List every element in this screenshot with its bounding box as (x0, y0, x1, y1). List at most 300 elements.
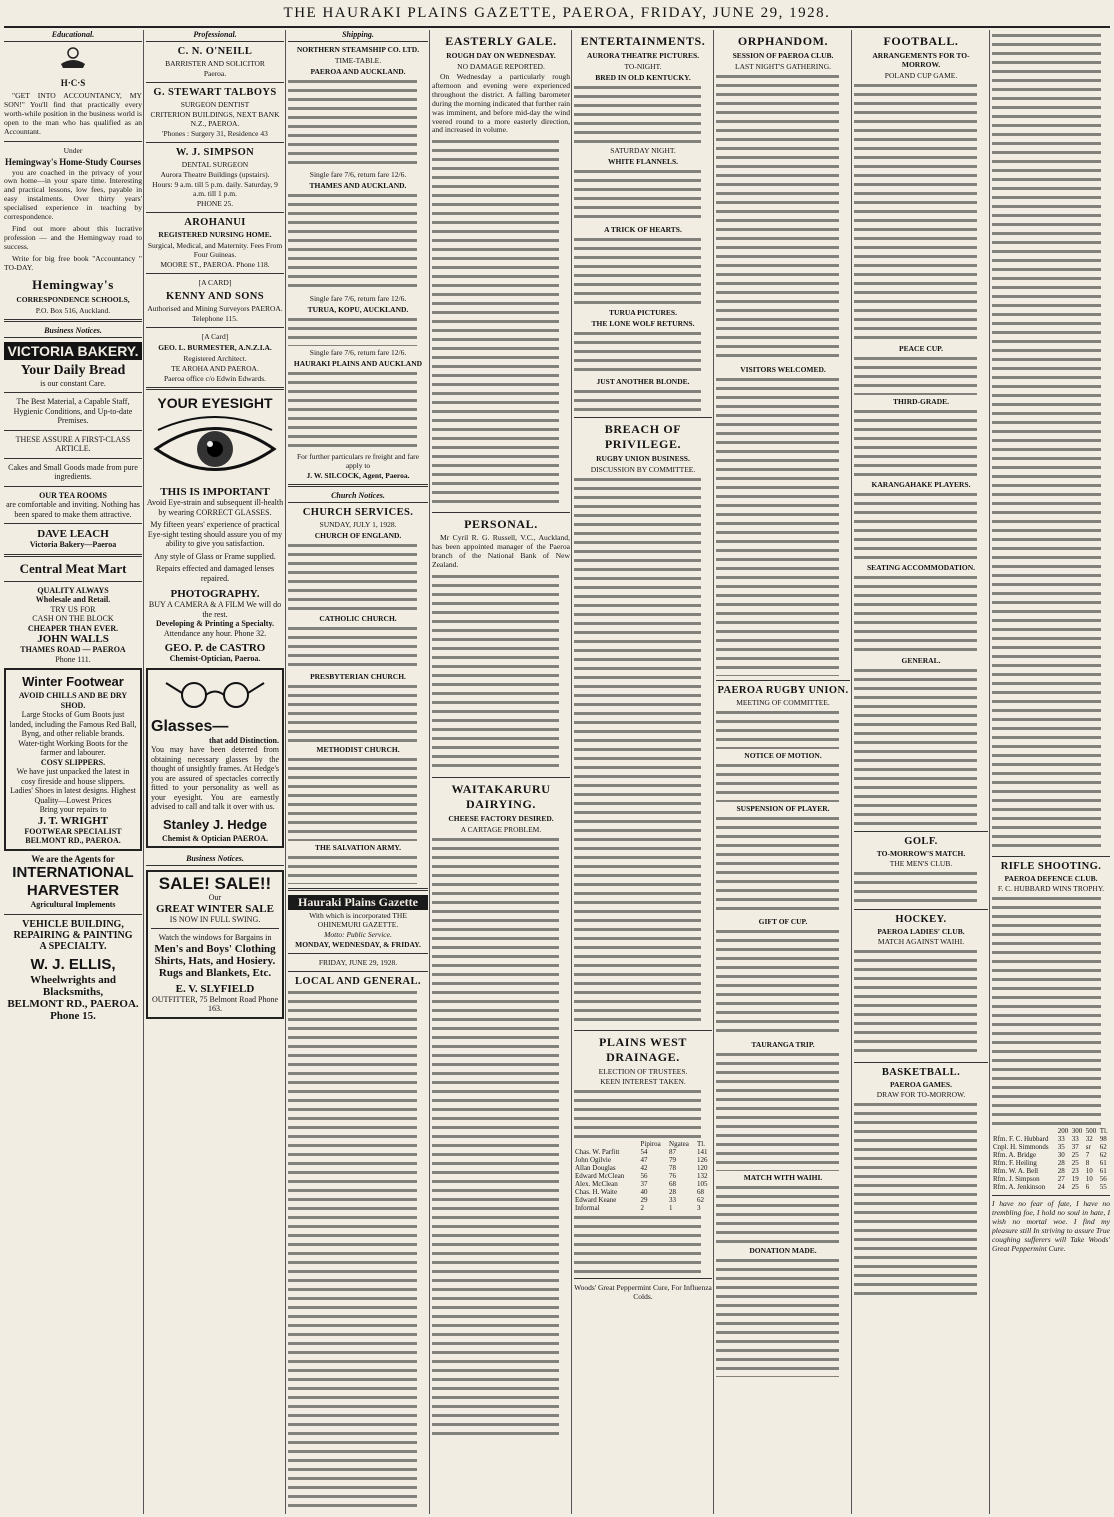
agents-for: We are the Agents for (31, 853, 115, 864)
timetable-text (288, 316, 428, 346)
attendance: Attendance any hour. Phone 32. (163, 628, 267, 638)
article-text (992, 895, 1110, 1125)
article-text (854, 574, 988, 654)
table-cell: 6 (1085, 1183, 1090, 1191)
article-text (432, 573, 570, 773)
headline: PAEROA RUGBY UNION. (717, 685, 849, 696)
article-text (574, 1088, 712, 1138)
article-text (716, 1184, 850, 1244)
subheading: WHITE FLANNELS. (607, 157, 679, 166)
this-is-important: THIS IS IMPORTANT (160, 486, 270, 498)
table-cell: 28 (1057, 1167, 1065, 1175)
table-cell: 37 (1071, 1143, 1079, 1151)
subheading: MATCH AGAINST WAIHI. (877, 937, 965, 946)
avoid-strain: Avoid Eye-strain and subsequent ill-health by wearing CORRECT GLASSES. (146, 498, 284, 517)
talboys-phone: 'Phones : Surgery 31, Residence 43 (162, 129, 268, 138)
table-cell: Chas. H. Waite (575, 1188, 618, 1196)
table-cell: 8 (1085, 1159, 1090, 1167)
avoid-chills: AVOID CHILLS AND BE DRY SHOD. (18, 691, 128, 710)
wright-address: BELMONT RD., PAEROA. (25, 836, 121, 845)
headline: GOLF. (904, 836, 938, 847)
church-heading: METHODIST CHURCH. (316, 745, 400, 754)
table-cell: 28 (669, 1188, 677, 1196)
lamp-icon (53, 46, 93, 76)
nursing-address: MOORE ST., PAEROA. Phone 118. (160, 260, 270, 269)
your-eyesight: YOUR EYESIGHT (157, 395, 273, 411)
table-cell: 40 (640, 1188, 648, 1196)
masthead: THE HAURAKI PLAINS GAZETTE, PAEROA, FRIDAY, JUNE 29, 1928. (283, 5, 831, 21)
woods-ad: Woods' Great Peppermint Cure, For Influenza Colds. (574, 1283, 712, 1301)
simpson-address: Aurora Theatre Buildings (upstairs). (160, 170, 270, 179)
daily-bread: Your Daily Bread (20, 362, 126, 378)
timetable-text (288, 370, 428, 450)
article-text (574, 388, 712, 413)
buy-camera: BUY A CAMERA & A FILM We will do the rest. (148, 600, 282, 619)
table-cell: 37 (640, 1180, 648, 1188)
arohanui-name: AROHANUI (184, 217, 246, 228)
de-castro-sub: Chemist-Optician, Paeroa. (169, 654, 261, 663)
table-row (992, 1135, 1110, 1143)
table-cell: 25 (1071, 1151, 1079, 1159)
glasses-heading: Glasses— (151, 717, 229, 735)
nursing-sub: Surgical, Medical, and Maternity. Fees From Four Guineas. (147, 241, 283, 259)
column-rule (989, 30, 990, 1514)
subheading: THIRD-GRADE. (892, 397, 950, 406)
fare-text: Single fare 7/6, return fare 12/6. (309, 348, 407, 357)
ellis-address: BELMONT RD., PAEROA. (7, 997, 139, 1010)
glasses-sub: that add Distinction. (208, 735, 279, 745)
subheading: ELECTION OF TRUSTEES. (598, 1067, 688, 1076)
mens-clothing: Men's and Boys' Clothing Shirts, Hats, and Hosiery. (154, 942, 276, 967)
subheading: PAEROA LADIES' CLUB. (877, 927, 965, 936)
column-8 (992, 30, 1110, 1514)
burmester-office: Paeroa office c/o Edwin Edwards. (163, 374, 267, 383)
international: INTERNATIONAL (12, 864, 134, 881)
table-header-cell: 500 (1085, 1127, 1097, 1135)
table-cell: 25 (1071, 1183, 1079, 1191)
hemingways-name: Hemingway's (32, 276, 114, 292)
best-material: The Best Material, a Capable Staff, Hygienic Conditions, and Up-to-date Premises. (13, 397, 133, 425)
subheading: KEEN INTEREST TAKEN. (600, 1077, 686, 1086)
table-cell: 68 (669, 1180, 677, 1188)
card-label: [A Card] (201, 332, 229, 341)
column-rule (429, 30, 430, 1514)
company-name: NORTHERN STEAMSHIP CO. LTD. (296, 45, 420, 54)
hedge-ad (146, 668, 284, 849)
table-header-row (992, 1127, 1110, 1135)
table-header-cell: Pipiroa (640, 1140, 661, 1148)
column-rule (851, 30, 852, 1514)
service-text (288, 625, 428, 670)
table-cell: 33 (1071, 1135, 1079, 1143)
gazette-title: Hauraki Plains Gazette (288, 895, 428, 910)
article-text (716, 1257, 850, 1377)
simpson-hours: Hours: 9 a.m. till 5 p.m. daily. Saturday, 9 a.m. till 1 p.m. (152, 180, 278, 198)
working-boots: Water-tight Working Boots for the farmer and labourer. (18, 738, 128, 757)
church-notices: Church Notices. (288, 491, 428, 503)
service-text (288, 854, 428, 884)
table-cell: Rfm. A. Bridge (993, 1151, 1037, 1159)
table-header-cell (574, 1140, 640, 1148)
table-cell: 126 (696, 1156, 708, 1164)
silcock-agent: J. W. SILCOCK, Agent, Paeroa. (306, 471, 410, 480)
table-cell: 2 (640, 1204, 645, 1212)
table-row (992, 1167, 1110, 1175)
timetable: TIME-TABLE. (334, 56, 382, 65)
quality-always: QUALITY ALWAYS (37, 585, 109, 595)
our-label: Our (208, 893, 222, 902)
wj-ellis: W. J. ELLIS, (30, 955, 116, 973)
table-row (574, 1172, 712, 1180)
article-text (854, 491, 988, 561)
route-heading: PAEROA AND AUCKLAND. (310, 67, 406, 76)
table-cell: 61 (1099, 1167, 1107, 1175)
dave-leach: DAVE LEACH (37, 528, 109, 540)
fare-text: Single fare 7/6, return fare 12/6. (309, 294, 407, 303)
article-text (854, 870, 988, 905)
subheading: DRAW FOR TO-MORROW. (876, 1090, 966, 1099)
subheading: DISCUSSION BY COMMITTEE. (590, 465, 696, 474)
burmester-name: GEO. L. BURMESTER, A.N.Z.I.A. (158, 343, 272, 352)
church-heading: PRESBYTERIAN CHURCH. (310, 672, 406, 681)
watch-windows: Watch the windows for Bargains in (158, 933, 272, 942)
column-1 (4, 30, 142, 1514)
headline: PLAINS WEST DRAINAGE. (598, 1035, 688, 1064)
subheading: A CARTAGE PROBLEM. (460, 824, 542, 834)
repairing-painting: REPAIRING & PAINTING (13, 929, 133, 941)
kenny-sub: Authorised and Mining Surveyors PAEROA. (147, 304, 283, 313)
table-header-cell: Tl. (1099, 1127, 1108, 1135)
table-row (992, 1183, 1110, 1191)
kenny-phone: Telephone 115. (192, 314, 238, 323)
course-name: Hemingway's Home-Study Courses (4, 156, 141, 167)
column-4 (432, 30, 570, 1514)
subheading: VISITORS WELCOMED. (740, 365, 826, 374)
subheading: ARRANGEMENTS FOR TO-MORROW. (872, 51, 970, 69)
subheading: CHEESE FACTORY DESIRED. (448, 813, 554, 823)
talboys-sub: SURGEON DENTIST (180, 100, 250, 109)
ellis-ad (4, 855, 142, 1022)
tea-text: are comfortable and inviting. Nothing has been spared to make them attractive. (6, 500, 140, 519)
article-lead: On Wednesday a particularly rough afternoon and evening were experienced throughout the district. A falling barometer during the morning indicated that further rain was imminent, and before mid-day the wind veered round to a more easterly direction, and increased in volume. (432, 72, 570, 135)
table-cell: 33 (1057, 1135, 1065, 1143)
schools-address: P.O. Box 516, Auckland. (35, 305, 111, 315)
subheading: KARANGAHAKE PLAYERS. (871, 480, 971, 489)
headline: ORPHANDOM. (737, 34, 829, 48)
further-particulars: For further particulars re freight and fare apply to (296, 452, 420, 470)
column-rule (143, 30, 144, 1514)
subheading: TAURANGA TRIP. (751, 1040, 815, 1049)
harvester: HARVESTER (26, 882, 120, 899)
section-heading: Professional. (146, 30, 284, 42)
table-cell: 47 (640, 1156, 648, 1164)
table-cell: 32 (1085, 1135, 1093, 1143)
table-cell: 25 (1071, 1159, 1079, 1167)
table-row (574, 1196, 712, 1204)
article-text (432, 138, 570, 508)
oneill-town: Paeroa. (203, 69, 227, 78)
article-text (992, 32, 1110, 852)
write-text: Write for big free book "Accountancy " TO-DAY. (4, 253, 142, 272)
church-heading: CHURCH OF ENGLAND. (314, 531, 402, 540)
table-row (992, 1143, 1110, 1151)
gazette-days: MONDAY, WEDNESDAY, & FRIDAY. (295, 940, 421, 949)
timetable-text (288, 78, 428, 168)
service-text (288, 756, 428, 841)
eye-icon (152, 416, 278, 482)
cosy-text: We have just unpacked the latest in cosy fireside and house slippers. Ladies' Shoes in latest designs. Highest Quality—Lowest Prices (10, 767, 136, 805)
bring-repairs: Bring your repairs to (39, 805, 107, 814)
table-cell: 87 (669, 1148, 677, 1156)
article-text (574, 1214, 712, 1274)
hcs-letters: H·C·S (60, 78, 86, 88)
church-services: CHURCH SERVICES. (302, 507, 414, 518)
subheading: F. C. HUBBARD WINS TROPHY. (997, 884, 1105, 893)
subheading: JUST ANOTHER BLONDE. (596, 377, 690, 386)
headline: HOCKEY. (895, 914, 947, 925)
talboys-address: CRITERION BUILDINGS, NEXT BANK N.Z., PAEROA. (150, 110, 280, 128)
table-row (574, 1180, 712, 1188)
cosy-slippers: COSY SLIPPERS. (40, 757, 106, 767)
under-label: Under (63, 145, 83, 155)
table-cell: Informal (575, 1204, 600, 1212)
repairs-effected: Repairs effected and damaged lenses repaired. (155, 564, 275, 583)
subheading: THE LONE WOLF RETURNS. (591, 319, 695, 328)
cakes-text: Cakes and Small Goods made from pure ingredients. (8, 462, 138, 481)
meat-mart-ad (4, 561, 142, 665)
table-cell: Rfm. F. C. Hubbard (993, 1135, 1049, 1143)
article-text (854, 1101, 988, 1301)
burmester-sub: Registered Architect. (183, 354, 247, 363)
table-cell: 105 (696, 1180, 708, 1188)
subheading: NO DAMAGE REPORTED. (457, 62, 545, 71)
hcs-logo (4, 46, 142, 88)
article-text (716, 376, 850, 676)
article-text (716, 73, 850, 363)
table-header-cell: Ngatea (669, 1140, 689, 1148)
headline: BREACH OF PRIVILEGE. (604, 422, 682, 451)
table-cell: 56 (640, 1172, 648, 1180)
subheading: AURORA THEATRE PICTURES. (586, 51, 700, 60)
developing: Developing & Printing a Specialty. (156, 619, 274, 628)
subheading: RUGBY UNION BUSINESS. (596, 454, 690, 463)
glasses-text: You may have been deterred from obtaining necessary glasses by the thought of unsightly frames. At Hedge's you are assured of spectacles correctly fitted to your personality as well as your eyesight. You are earnestly advised to call and talk it over with us. (151, 745, 279, 811)
winter-footwear-ad (4, 668, 142, 851)
walls-phone: Phone 111. (55, 654, 91, 664)
column-2 (146, 30, 284, 1514)
subheading: DONATION MADE. (749, 1246, 817, 1255)
article-text (574, 330, 712, 375)
headline: ENTERTAINMENTS. (580, 34, 706, 48)
simpson-sub: DENTAL SURGEON (181, 160, 249, 169)
table-cell: 33 (669, 1196, 677, 1204)
table-cell: 7 (1085, 1151, 1090, 1159)
peppermint-poem: I have no fear of fate, I have no trembling foe, I hold no soul in hate, I wish no mortal woe. I find my pleasure still In striving to assure True coughing sufferers will Take Woods' Great Peppermint Cure. (992, 1199, 1110, 1253)
subheading: PEACE CUP. (899, 344, 943, 353)
headline: WAITAKARURU DAIRYING. (451, 781, 551, 811)
local-general: LOCAL AND GENERAL. (295, 976, 421, 987)
table-cell: 120 (696, 1164, 708, 1172)
article-text (574, 476, 712, 1026)
table-row (574, 1164, 712, 1172)
table-cell: Alex. McClean (575, 1180, 618, 1188)
victoria-bakery-ad (4, 342, 142, 550)
timetable-text (288, 192, 428, 292)
specialty: A SPECIALTY. (39, 940, 107, 952)
subheading: TO-NIGHT. (624, 62, 662, 71)
oneill-name: C. N. O'NEILL (177, 46, 253, 57)
subheading: SESSION OF PAEROA CLUB. (732, 51, 834, 60)
table-cell: 30 (1057, 1151, 1065, 1159)
gum-boots: Large Stocks of Gum Boots just landed, including the Famous Red Ball, Byng, and other reliable brands. (9, 710, 137, 738)
table-cell: Rfm. A. Jenkinson (993, 1183, 1046, 1191)
schools-sub: CORRESPONDENCE SCHOOLS, (16, 294, 130, 304)
table-cell: 62 (1099, 1143, 1107, 1151)
subheading: MATCH WITH WAIHI. (743, 1173, 823, 1182)
gazette-date: FRIDAY, JUNE 29, 1928. (318, 958, 398, 967)
table-cell: 1 (669, 1204, 673, 1212)
table-cell: Cnpl. H. Simmonds (993, 1143, 1049, 1151)
article-text (854, 667, 988, 827)
table-cell: 62 (696, 1196, 704, 1204)
route-heading: TURUA, KOPU, AUCKLAND. (307, 305, 409, 314)
winter-footwear: Winter Footwear (22, 674, 124, 689)
column-3 (288, 30, 428, 1514)
column-6 (716, 30, 850, 1514)
business-heading: Business Notices. (4, 326, 142, 338)
rugs-blankets: Rugs and Blankets, Etc. (158, 966, 272, 979)
talboys-name: G. STEWART TALBOYS (153, 87, 277, 98)
eyesight-ad (146, 394, 284, 664)
table-cell: 3 (696, 1204, 701, 1212)
table-cell: John Ogilvie (575, 1156, 611, 1164)
article-text (716, 709, 850, 749)
subheading: SATURDAY NIGHT. (610, 146, 676, 155)
article-text (574, 84, 712, 144)
subheading: LAST NIGHT'S GATHERING. (734, 62, 831, 71)
article-text (854, 948, 988, 1058)
headline: BASKETBALL. (881, 1067, 961, 1078)
gazette-incorporated: With which is incorporated THE OHINEMURI GAZETTE. (309, 911, 407, 929)
table-cell: 10 (1085, 1167, 1093, 1175)
table-cell: 29 (640, 1196, 648, 1204)
table-cell: 19 (1071, 1175, 1079, 1183)
john-walls: JOHN WALLS (37, 633, 109, 645)
table-cell: Rfm. F. Heiling (993, 1159, 1037, 1167)
sunday-date: SUNDAY, JULY 1, 1928. (319, 520, 397, 529)
article-text (574, 236, 712, 306)
cash-block: CASH ON THE BLOCK (32, 614, 114, 623)
article-text (574, 168, 712, 223)
route-heading: THAMES AND AUCKLAND. (309, 181, 407, 190)
footwear-specialist: FOOTWEAR SPECIALIST (24, 826, 122, 836)
subheading: ROUGH DAY ON WEDNESDAY. (446, 51, 556, 60)
headline: EASTERLY GALE. (445, 34, 557, 48)
eyeglasses-icon (160, 673, 270, 713)
table-cell: Rfm. W. A. Bell (993, 1167, 1039, 1175)
article-text (288, 989, 428, 1509)
kenny-name: KENNY AND SONS (166, 291, 264, 302)
church-heading: CATHOLIC CHURCH. (319, 614, 397, 623)
subheading: SEATING ACCOMMODATION. (866, 563, 976, 572)
nursing-home: REGISTERED NURSING HOME. (158, 230, 272, 239)
route-heading: HAURAKI PLAINS AND AUCKLAND (293, 359, 423, 368)
table-cell: 62 (1099, 1151, 1107, 1159)
slyfield-name: E. V. SLYFIELD (175, 982, 255, 995)
fare-text: Single fare 7/6, return fare 12/6. (309, 170, 407, 179)
table-cell: 24 (1057, 1183, 1065, 1191)
table-row (574, 1156, 712, 1164)
accountancy-quote: "GET INTO ACCOUNTANCY, MY SON!" You'll find that practically every worth-while position in the business world is open to the man who has qualified as an Accountant. (4, 91, 142, 136)
service-text (288, 542, 428, 612)
table-row (992, 1159, 1110, 1167)
church-heading: THE SALVATION ARMY. (314, 843, 402, 852)
table-header-row (574, 1140, 712, 1148)
hedge-name: Stanley J. Hedge (162, 816, 268, 832)
article-text (716, 815, 850, 915)
table-cell: Edward McClean (575, 1172, 625, 1180)
photography: PHOTOGRAPHY. (170, 588, 260, 600)
table-row (574, 1148, 712, 1156)
subheading: BRED IN OLD KENTUCKY. (595, 73, 691, 82)
table-cell: 98 (1099, 1135, 1107, 1143)
table-cell: 68 (696, 1188, 704, 1196)
subheading: PAEROA DEFENCE CLUB. (1004, 874, 1098, 883)
table-cell: Edward Keane (575, 1196, 617, 1204)
table-cell: 76 (669, 1172, 677, 1180)
headline: FOOTBALL. (883, 34, 959, 48)
slyfield-ad (146, 870, 284, 1019)
table-cell: 10 (1085, 1175, 1093, 1183)
ellis-phone: Phone 15. (50, 1009, 96, 1022)
table-cell: 61 (1099, 1159, 1107, 1167)
subheading: POLAND CUP GAME. (884, 71, 958, 80)
table-cell: 54 (640, 1148, 648, 1156)
article-text (432, 836, 570, 1436)
table-row (992, 1175, 1110, 1183)
jt-wright: J. T. WRIGHT (37, 814, 109, 827)
scores-table (992, 1127, 1110, 1191)
table-header-cell: Tl. (696, 1140, 705, 1148)
oneill-sub: BARRISTER AND SOLICITOR (165, 59, 265, 68)
bakery-name: VICTORIA BAKERY. (4, 342, 142, 360)
agri-implements: Agricultural Implements (30, 900, 116, 909)
table-cell: 35 (1057, 1143, 1065, 1151)
constant-care: is our constant Care. (40, 378, 106, 388)
table-row (992, 1151, 1110, 1159)
wheelwrights: Wheelwrights and Blacksmiths, (30, 973, 116, 998)
table-cell: 23 (1071, 1167, 1079, 1175)
table-cell: Allan Douglas (575, 1164, 616, 1172)
article-lead: Mr Cyril R. G. Russell, V.C., Auckland, has been appointed manager of the Paeroa branch of the National Bank of New Zealand. (432, 533, 570, 570)
table-cell: 56 (1099, 1175, 1107, 1183)
column-rule (713, 30, 714, 1514)
simpson-phone: PHONE 25. (196, 199, 234, 208)
wholesale: Wholesale and Retail. (35, 595, 111, 604)
subheading: NOTICE OF MOTION. (744, 751, 822, 760)
any-style: Any style of Glass or Frame supplied. (154, 551, 276, 561)
assure-text: THESE ASSURE A FIRST-CLASS ARTICLE. (15, 434, 131, 453)
table-row (574, 1188, 712, 1196)
section-heading: Educational. (4, 30, 142, 42)
subheading: THE MEN'S CLUB. (889, 859, 953, 868)
headline: RIFLE SHOOTING. (1000, 861, 1102, 872)
table-cell: 27 (1057, 1175, 1065, 1183)
article-text (716, 1051, 850, 1171)
business-heading: Business Notices. (146, 854, 284, 866)
subheading: TO-MORROW'S MATCH. (876, 849, 966, 858)
table-cell: 79 (669, 1156, 677, 1164)
